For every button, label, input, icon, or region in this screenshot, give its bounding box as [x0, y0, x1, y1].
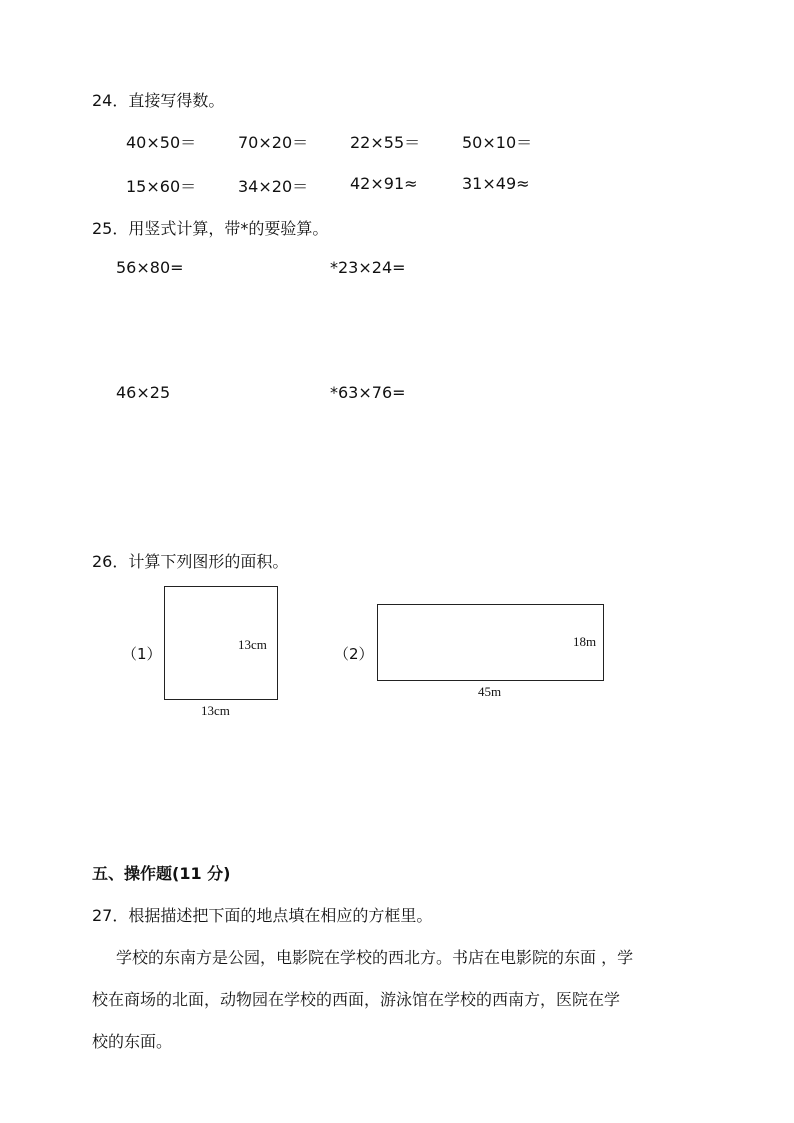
q24-expr: 34×20＝ — [238, 177, 309, 196]
q27-paragraph-line: 校在商场的北面，动物园在学校的西面，游泳馆在学校的西南方，医院在学 — [92, 990, 621, 1009]
q24-expr: 15×60＝ — [126, 177, 197, 196]
q27-paragraph-line: 校的东面。 — [92, 1032, 173, 1051]
q24-expr: 22×55＝ — [350, 133, 421, 152]
rectangle-figure — [377, 604, 604, 681]
square-bottom-label: 13cm — [201, 703, 230, 718]
q27-paragraph-line: 学校的东南方是公园，电影院在学校的西北方。书店在电影院的东面 ，学 — [116, 948, 634, 967]
q25-item: *23×24= — [330, 258, 406, 277]
section-title: 五、操作题(11 分) — [92, 864, 231, 883]
figure1-label: （1） — [122, 645, 162, 663]
q27-title: 27．根据描述把下面的地点填在相应的方框里。 — [92, 906, 433, 925]
q24-expr: 42×91≈ — [350, 174, 418, 193]
q24-title: 24．直接写得数。 — [92, 91, 225, 110]
square-side-label: 13cm — [238, 637, 267, 652]
q26-title: 26．计算下列图形的面积。 — [92, 552, 289, 571]
rectangle-side-label: 18m — [573, 634, 597, 649]
q25-title: 25．用竖式计算，带*的要验算。 — [92, 219, 329, 238]
q25-item: *63×76= — [330, 383, 406, 402]
q24-expr: 40×50＝ — [126, 133, 197, 152]
rectangle-bottom-label: 45m — [478, 684, 502, 699]
q24-expr: 31×49≈ — [462, 174, 530, 193]
q25-item: 46×25 — [116, 383, 171, 402]
figure2-label: （2） — [334, 645, 374, 663]
q24-expr: 70×20＝ — [238, 133, 309, 152]
q24-expr: 50×10＝ — [462, 133, 533, 152]
q25-item: 56×80= — [116, 258, 184, 277]
